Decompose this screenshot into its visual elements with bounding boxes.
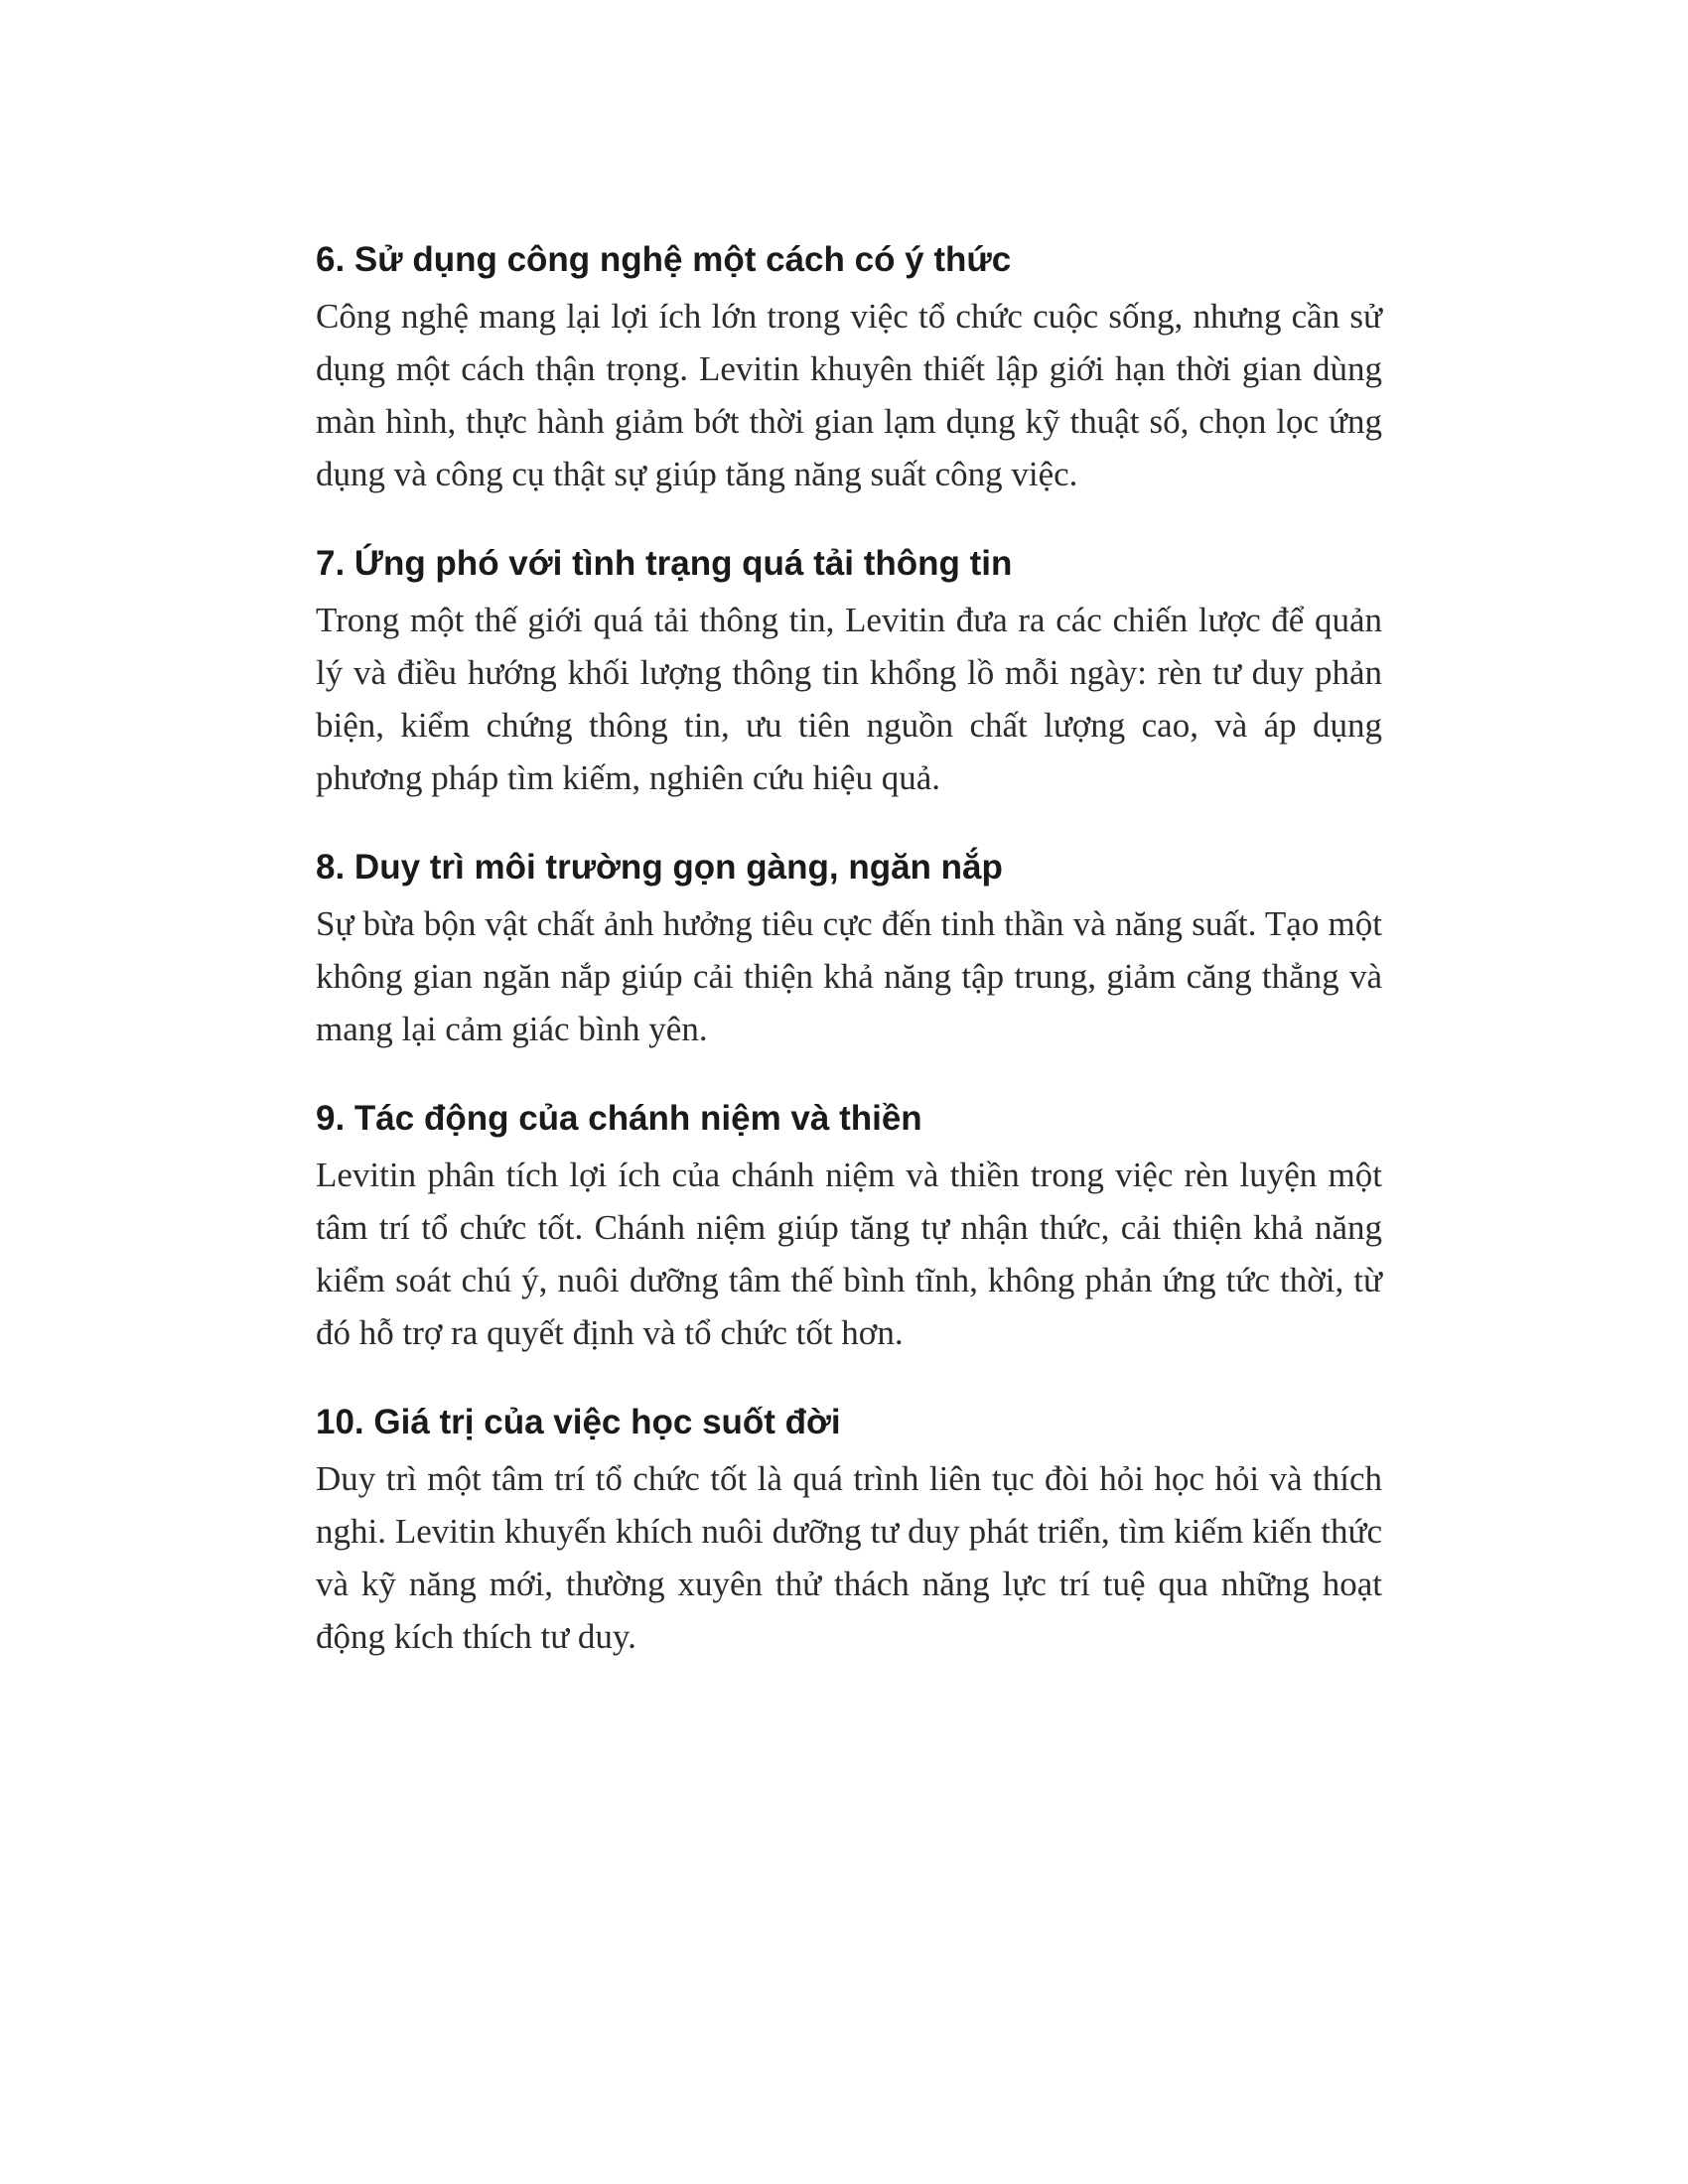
section-heading: 9. Tác động của chánh niệm và thiền [316,1099,922,1138]
section-spacer [316,804,1382,844]
section-paragraph: Sự bừa bộn vật chất ảnh hưởng tiêu cực đến tinh thần và năng suất. Tạo một không gian ngăn nắp giúp cải thiện khả năng tập trung, giảm căng thẳng và mang lại cảm giác bình yên. [316,904,1382,1048]
section-8 [316,844,1382,1055]
section-spacer [316,1359,1382,1399]
section-spacer [316,1055,1382,1095]
document-body [316,236,1382,1663]
section-paragraph: Duy trì một tâm trí tổ chức tốt là quá trình liên tục đòi hỏi học hỏi và thích nghi. Levitin khuyến khích nuôi dưỡng tư duy phát triển, tìm kiếm kiến thức và kỹ năng mới, thường xuyên thử thách năng lực trí tuệ qua những hoạt động kích thích tư duy. [316,1459,1382,1656]
section-paragraph: Trong một thế giới quá tải thông tin, Levitin đưa ra các chiến lược để quản lý và điều hướng khối lượng thông tin khổng lồ mỗi ngày: rèn tư duy phản biện, kiểm chứng thông tin, ưu tiên nguồn chất lượng cao, và áp dụng phương pháp tìm kiếm, nghiên cứu hiệu quả. [316,601,1382,797]
section-heading: 8. Duy trì môi trường gọn gàng, ngăn nắp [316,848,1003,887]
section-7 [316,540,1382,804]
section-heading: 10. Giá trị của việc học suốt đời [316,1403,841,1441]
section-heading: 7. Ứng phó với tình trạng quá tải thông tin [316,544,1013,583]
section-spacer [316,500,1382,540]
section-heading: 6. Sử dụng công nghệ một cách có ý thức [316,240,1012,279]
section-paragraph: Levitin phân tích lợi ích của chánh niệm và thiền trong việc rèn luyện một tâm trí tổ chức tốt. Chánh niệm giúp tăng tự nhận thức, cải thiện khả năng kiểm soát chú ý, nuôi dưỡng tâm thế bình tĩnh, không phản ứng tức thời, từ đó hỗ trợ ra quyết định và tổ chức tốt hơn. [316,1156,1382,1352]
section-10 [316,1399,1382,1663]
section-6 [316,236,1382,500]
section-paragraph: Công nghệ mang lại lợi ích lớn trong việc tổ chức cuộc sống, nhưng cần sử dụng một cách thận trọng. Levitin khuyên thiết lập giới hạn thời gian dùng màn hình, thực hành giảm bớt thời gian lạm dụng kỹ thuật số, chọn lọc ứng dụng và công cụ thật sự giúp tăng năng suất công việc. [316,297,1382,493]
section-9 [316,1095,1382,1359]
